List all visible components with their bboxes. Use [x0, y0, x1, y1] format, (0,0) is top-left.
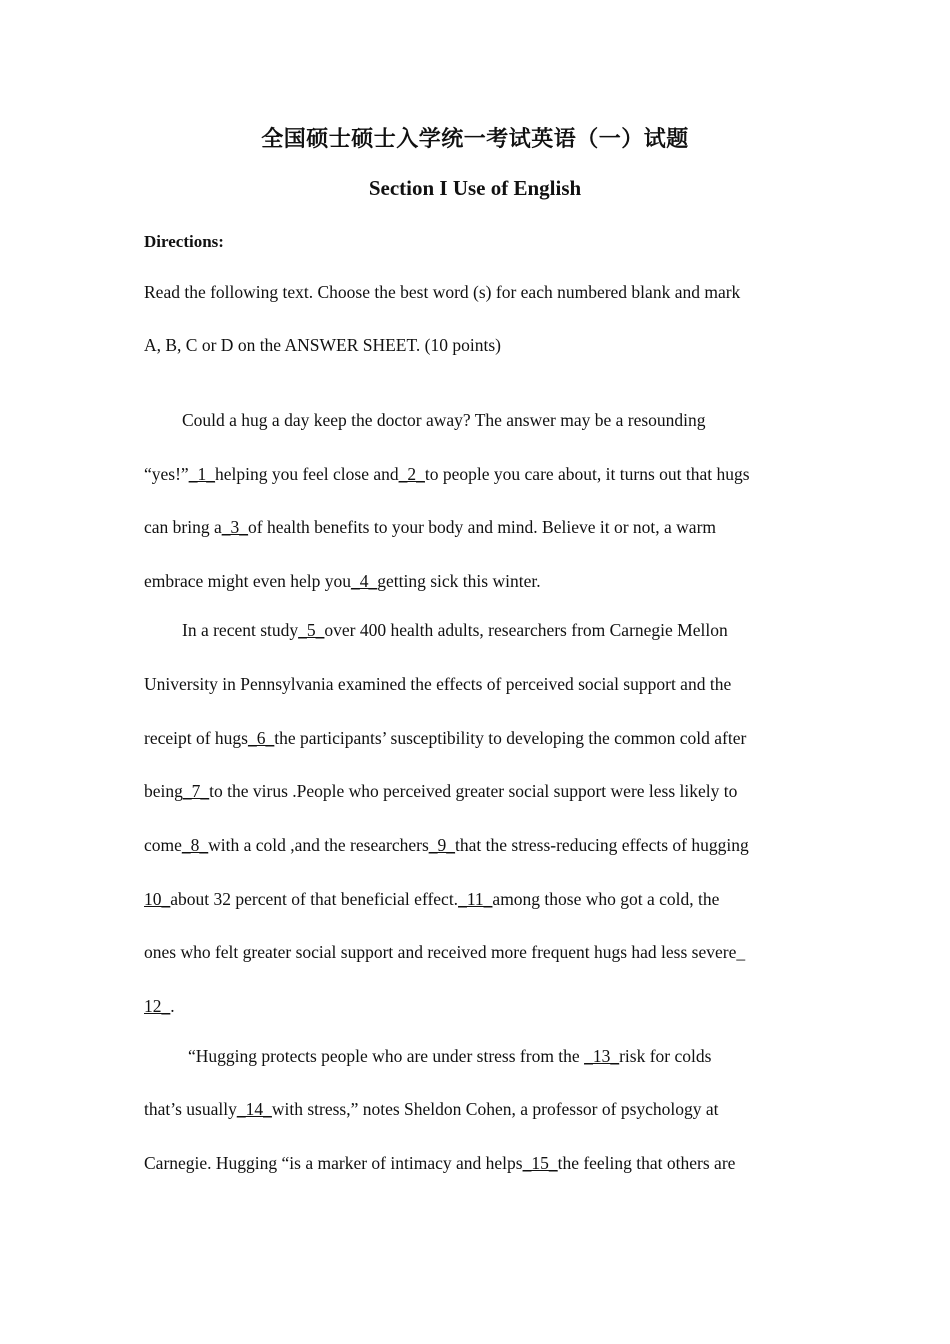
passage-text: with stress,” notes Sheldon Cohen, a professor of psychology at — [271, 1099, 719, 1119]
passage-line — [144, 464, 750, 485]
passage-text: that’s usually — [144, 1099, 237, 1119]
passage-text: the participants’ susceptibility to developing the common cold after — [274, 728, 747, 748]
passage-text: can bring a — [144, 517, 222, 537]
passage-text: the feeling that others are — [557, 1153, 736, 1173]
passage-text: come — [144, 835, 182, 855]
passage-text: “Hugging protects people who are under stress from the — [188, 1046, 585, 1066]
passage-line — [144, 781, 737, 802]
passage-text: Could a hug a day keep the doctor away? The answer may be a resounding — [182, 410, 706, 430]
numbered-blank: _7_ — [182, 781, 210, 801]
numbered-blank: _6_ — [248, 728, 275, 748]
passage-text: . — [170, 996, 175, 1016]
passage-text: about 32 percent of that beneficial effect. — [170, 889, 459, 909]
passage-text: ones who felt greater social support and received more frequent hugs had less severe_ — [144, 942, 746, 962]
passage-text: University in Pennsylvania examined the effects of perceived social support and the — [144, 674, 732, 694]
passage-line — [182, 410, 706, 431]
passage-line — [144, 1099, 719, 1120]
passage-line — [182, 620, 728, 641]
numbered-blank: _8_ — [181, 835, 209, 855]
passage-text: among those who got a cold, the — [492, 889, 720, 909]
passage-text: receipt of hugs — [144, 728, 248, 748]
passage-text: being — [144, 781, 183, 801]
directions-line-2: A, B, C or D on the ANSWER SHEET. (10 points) — [144, 335, 501, 355]
passage-text: over 400 health adults, researchers from Carnegie Mellon — [324, 620, 728, 640]
section-heading: Section I Use of English — [368, 176, 582, 200]
passage-line — [144, 942, 745, 963]
numbered-blank: _9_ — [428, 835, 456, 855]
passage-line — [144, 996, 175, 1017]
passage-text: to the virus .People who perceived greater social support were less likely to — [209, 781, 738, 801]
passage-text: embrace might even help you — [144, 571, 352, 591]
numbered-blank: _15_ — [522, 1153, 558, 1173]
passage-text: risk for colds — [619, 1046, 712, 1066]
directions-line-1: Read the following text. Choose the best word (s) for each numbered blank and mark — [144, 282, 741, 302]
numbered-blank: _14_ — [236, 1099, 272, 1119]
passage-line — [144, 1153, 735, 1174]
numbered-blank: _1_ — [188, 464, 215, 484]
numbered-blank: _13_ — [584, 1046, 620, 1066]
numbered-blank: 12_ — [144, 996, 171, 1016]
passage-line — [144, 728, 746, 749]
passage-line — [144, 889, 719, 910]
passage-text: getting sick this winter. — [377, 571, 541, 591]
passage-line — [144, 571, 541, 592]
passage-text: helping you feel close and — [214, 464, 399, 484]
passage-line — [188, 1046, 711, 1067]
numbered-blank: _2_ — [398, 464, 425, 484]
passage-text: of health benefits to your body and mind. Believe it or not, a warm — [248, 517, 717, 537]
passage-line — [144, 835, 749, 856]
numbered-blank: _5_ — [298, 620, 325, 640]
passage-text: In a recent study — [182, 620, 299, 640]
numbered-blank: 10_ — [144, 889, 171, 909]
page-title: 全国硕士硕士入学统一考试英语（一）试题 — [261, 127, 689, 152]
numbered-blank: _3_ — [221, 517, 248, 537]
numbered-blank: _4_ — [351, 571, 378, 591]
passage-text: to people you care about, it turns out that hugs — [424, 464, 750, 484]
passage-text: with a cold ,and the researchers — [208, 835, 429, 855]
directions-label: Directions: — [144, 232, 224, 251]
passage-text: that the stress-reducing effects of hugging — [455, 835, 749, 855]
passage-line — [144, 517, 716, 538]
numbered-blank: _11_ — [458, 889, 493, 909]
passage-text: Carnegie. Hugging “is a marker of intimacy and helps — [144, 1153, 523, 1173]
passage-text: “yes!” — [144, 464, 189, 484]
passage-line — [144, 674, 731, 695]
